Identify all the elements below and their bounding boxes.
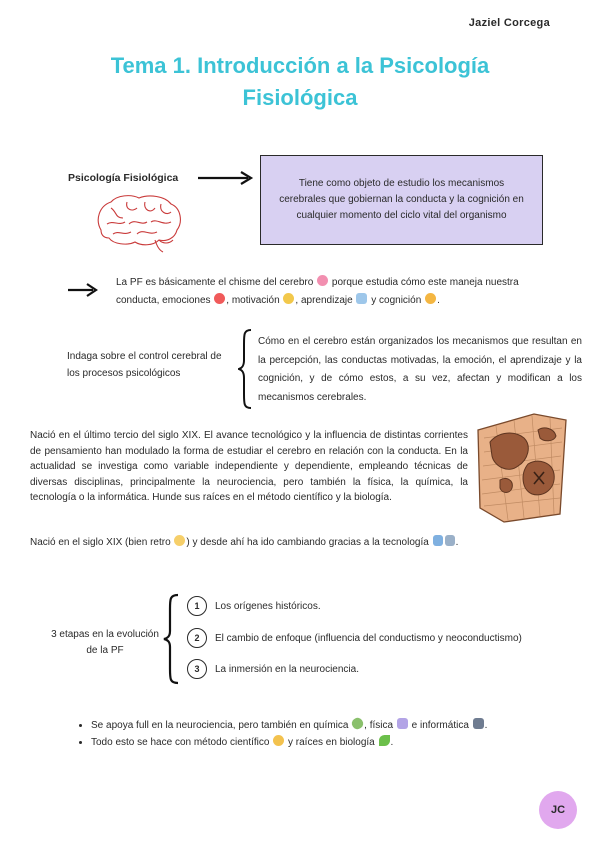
ancient-map-illustration [474,408,570,526]
cool-face-emoji-icon [174,535,185,546]
title-line-1: Tema 1. Introducción a la Psicología [110,53,490,78]
bullet-list [75,717,487,751]
monocle-face-emoji-icon [273,735,284,746]
heart-eyes-emoji-icon [214,293,225,304]
stages-label: 3 etapas en la evolución de la PF [51,629,159,656]
stage-number-badge: 1 [187,596,207,616]
brain-emoji-icon [317,275,328,286]
control-label: Indaga sobre el control cerebral de los procesos psicológicos [67,351,222,379]
title-line-2: Fisiológica [242,85,358,110]
stage-number-badge: 3 [187,659,207,679]
stage-item [187,596,321,616]
history-note: Nació en el siglo XIX (bien retro ) y desde ahí ha ido cambiando gracias a la tecnología . [30,537,459,548]
atom-emoji-icon [397,718,408,729]
arrow-right-icon [68,283,98,297]
author-name: Jaziel Corcega [468,17,550,29]
stage-text: Los orígenes históricos. [215,600,321,612]
definition-box [260,155,543,245]
page-title [60,50,540,114]
exploding-head-emoji-icon [425,293,436,304]
history-paragraph: Nació en el último tercio del siglo XIX. El avance tecnológico y la influencia de distintas corrientes de pensamiento han modulado la forma de estudiar el cerebro en relación con la conducta. En la actualidad se investiga como variable independiente y dependiente, empleando técnicas de diversas disciplinas, principalmente la neurociencia, pero también la física, la química, la tecnología o la informática. Hunde sus raíces en el método científico y la biología. [30,430,468,503]
definition-label: Psicología Fisiológica [68,172,179,184]
stage-number-badge: 2 [187,628,207,648]
seedling-emoji-icon [379,735,390,746]
stage-text: La inmersión en la neurociencia. [215,663,359,675]
control-description: Cómo en el cerebro están organizados los mecanismos que resultan en la percepción, las conductas motivadas, la emoción, el aprendizaje y la cognición, y de cómo estos, a su vez, afectan y modifican a los mecanismos cerebrales. [258,336,582,403]
curly-brace-icon [162,593,182,685]
floppy-disk-emoji-icon [473,718,484,729]
book-emoji-icon [356,293,367,304]
author-initials-badge: JC [539,791,577,829]
laptop-emoji-icon [433,535,443,546]
summary-text: La PF es básicamente el chisme del cerebro porque estudia cómo este maneja nuestra conducta, emociones , motivación , aprendizaje y cognición . [116,277,519,306]
brain-icon [93,192,185,254]
definition-text: Tiene como objeto de estudio los mecanismos cerebrales que gobiernan la conducta y la cognición en cualquier momento del ciclo vital del organismo [279,178,524,221]
arrow-right-icon [198,171,254,185]
stage-item [187,628,522,648]
stage-item [187,659,359,679]
bullet-item: • Se apoya full en la neurociencia, pero también en química , física e informática . [91,717,487,734]
stage-text: El cambio de enfoque (influencia del conductismo y neoconductismo) [215,632,522,644]
curly-brace-icon [238,328,254,410]
satellite-emoji-icon [445,535,455,546]
bullet-item: • Todo esto se hace con método científico y raíces en biología . [91,734,487,751]
flexed-arm-emoji-icon [283,293,294,304]
